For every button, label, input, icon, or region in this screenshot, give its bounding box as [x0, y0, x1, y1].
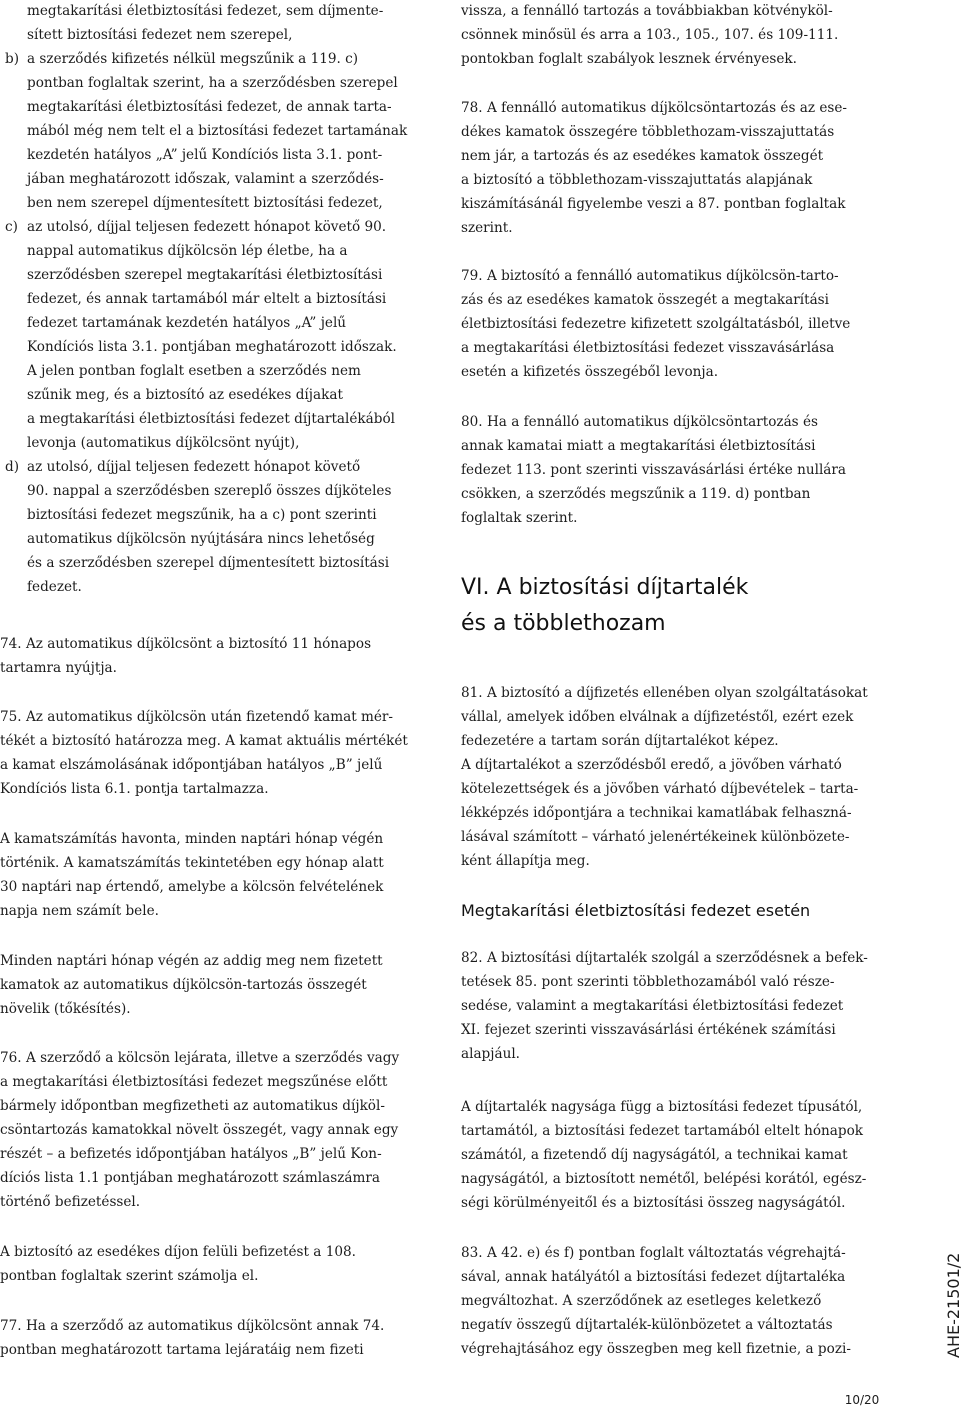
text-line: az utolsó, díjjal teljesen fedezett hónapot követő — [27, 459, 361, 475]
text-line: foglaltak szerint. — [461, 510, 578, 526]
text-line: számától, a fizetendő díj nagyságától, a technikai kamat — [461, 1147, 848, 1163]
text-line: ben nem szerepel díjmentesített biztosítási fedezet, — [27, 195, 383, 211]
text-line: megtakarítási életbiztosítási fedezet, sem díjmente- — [27, 3, 384, 19]
text-line: dékes kamatok összegére többlethozam-visszajuttatás — [461, 124, 835, 140]
text-line: díciós lista 1.1 pontjában meghatározott számlaszámra — [0, 1170, 380, 1186]
text-line: nappal automatikus díjkölcsön lép életbe, ha a — [27, 243, 348, 259]
text-line: 79. A biztosító a fennálló automatikus díjkölcsön-tarto- — [461, 268, 839, 284]
text-line: a kamat elszámolásának időpontjában hatályos „B” jelű — [0, 757, 383, 773]
text-line: Kondíciós lista 6.1. pontja tartalmazza. — [0, 781, 269, 797]
text-line: A díjtartalékot a szerződésből eredő, a jövőben várható — [461, 757, 842, 773]
text-line: 74. Az automatikus díjkölcsönt a biztosító 11 hónapos — [0, 636, 372, 652]
text-line: mából még nem telt el a biztosítási fedezet tartamának — [27, 123, 408, 139]
text-line: szerződésben szerepel megtakarítási életbiztosítási — [27, 267, 383, 283]
text-line: szűnik meg, és a biztosító az esedékes díjakat — [27, 387, 343, 403]
text-line: pontokban foglalt szabályok lesznek érvényesek. — [461, 51, 797, 67]
text-line: kamatok az automatikus díjkölcsön-tartozás összegét — [0, 977, 367, 993]
text-line: 30 naptári nap értendő, amelybe a kölcsön felvételének — [0, 879, 384, 895]
text-line: 83. A 42. e) és f) pontban foglalt változtatás végrehajtá- — [461, 1245, 846, 1261]
text-line: annak kamatai miatt a megtakarítási életbiztosítási — [461, 438, 816, 454]
text-line: a megtakarítási életbiztosítási fedezet megszűnése előtt — [0, 1074, 388, 1090]
text-line: nagyságától, a biztosított nemétől, belépési korától, egész- — [461, 1171, 867, 1187]
text-line: 78. A fennálló automatikus díjkölcsöntartozás és az ese- — [461, 100, 847, 116]
text-line: történő befizetéssel. — [0, 1194, 141, 1210]
text-line: ségi körülményeitől és a biztosítási összeg nagyságától. — [461, 1195, 846, 1211]
text-line: zás és az esedékes kamatok összegét a megtakarítási — [461, 292, 830, 308]
text-line: lékképzés időpontjára a technikai kamatlábak felhaszná- — [461, 805, 852, 821]
text-line: életbiztosítási fedezetre kifizetett szolgáltatásból, illetve — [461, 316, 851, 332]
text-line: pontban foglaltak szerint számolja el. — [0, 1268, 259, 1284]
text-line: 80. Ha a fennálló automatikus díjkölcsöntartozás és — [461, 414, 818, 430]
text-line: A kamatszámítás havonta, minden naptári hónap végén — [0, 831, 384, 847]
text-line: alapjául. — [461, 1046, 521, 1062]
text-line: történik. A kamatszámítás tekintetében egy hónap alatt — [0, 855, 384, 871]
text-line: levonja (automatikus díjkölcsönt nyújt), — [27, 435, 300, 451]
text-line: csönnek minősül és arra a 103., 105., 107. és 109-111. — [461, 27, 839, 43]
text-line: fedezet tartamának kezdetén hatályos „A” jelű — [27, 315, 347, 331]
text-line: nem jár, a tartozás és az esedékes kamatok összegét — [461, 148, 824, 164]
text-line: fedezet 113. pont szerinti visszavásárlási értéke nullára — [461, 462, 847, 478]
section-heading: VI. A biztosítási díjtartalék — [461, 575, 749, 600]
list-label: d) — [5, 459, 20, 475]
text-line: bármely időpontban megfizetheti az automatikus díjköl- — [0, 1098, 385, 1114]
text-line: sedése, valamint a megtakarítási életbiztosítási fedezet — [461, 998, 844, 1014]
text-line: 75. Az automatikus díjkölcsön után fizetendő kamat mér- — [0, 709, 394, 725]
text-line: Minden naptári hónap végén az addig meg nem fizetett — [0, 953, 383, 969]
text-line: ként állapítja meg. — [461, 853, 590, 869]
text-line: biztosítási fedezet megszűnik, ha a c) pont szerinti — [27, 507, 377, 523]
text-line: automatikus díjkölcsön nyújtására nincs lehetőség — [27, 531, 375, 547]
text-line: a biztosító a többlethozam-visszajuttatás alapjának — [461, 172, 813, 188]
subheading: Megtakarítási életbiztosítási fedezet esetén — [461, 901, 811, 920]
text-line: szerint. — [461, 220, 513, 236]
text-line: 76. A szerződő a kölcsön lejárata, illetve a szerződés vagy — [0, 1050, 400, 1066]
text-line: a megtakarítási életbiztosítási fedezet díjtartalékából — [27, 411, 396, 427]
text-line: negatív összegű díjtartalék-különbözetet a változtatás — [461, 1317, 833, 1333]
text-line: a szerződés kifizetés nélkül megszűnik a 119. c) — [27, 51, 359, 67]
text-line: az utolsó, díjjal teljesen fedezett hónapot követő 90. — [27, 219, 387, 235]
text-line: megtakarítási életbiztosítási fedezet, de annak tarta- — [27, 99, 392, 115]
list-label: b) — [5, 51, 20, 67]
text-line: és a szerződésben szerepel díjmentesített biztosítási — [27, 555, 390, 571]
text-line: végrehajtásához egy összegben meg kell fizetnie, a pozi- — [461, 1341, 851, 1357]
text-line: esetén a kifizetés összegéből levonja. — [461, 364, 719, 380]
text-line: Kondíciós lista 3.1. pontjában meghatározott időszak. — [27, 339, 397, 355]
text-line: csökken, a szerződés megszűnik a 119. d) pontban — [461, 486, 811, 502]
text-line: A díjtartalék nagysága függ a biztosítási fedezet típusától, — [461, 1099, 863, 1115]
text-line: tartamra nyújtja. — [0, 660, 117, 676]
text-line: sített biztosítási fedezet nem szerepel, — [27, 27, 293, 43]
text-line: A jelen pontban foglalt esetben a szerződés nem — [27, 363, 361, 379]
page-number: 10/20 — [844, 1393, 880, 1407]
text-line: a megtakarítási életbiztosítási fedezet visszavásárlása — [461, 340, 835, 356]
document-code: AHE-21501/2 — [944, 1252, 963, 1358]
text-line: 81. A biztosító a díjfizetés ellenében olyan szolgáltatásokat — [461, 685, 868, 701]
text-line: napja nem számít bele. — [0, 903, 159, 919]
text-line: növelik (tőkésítés). — [0, 1001, 131, 1017]
text-line: tartamától, a biztosítási fedezet tartamából eltelt hónapok — [461, 1123, 864, 1139]
text-line: kötelezettségek és a jövőben várható díjbevételek – tarta- — [461, 781, 859, 797]
text-line: pontban meghatározott tartama lejáratáig nem fizeti — [0, 1342, 364, 1358]
text-line: lásával számított – várható jelenértékeinek különbözete- — [461, 829, 850, 845]
text-line: fedezet, és annak tartamából már eltelt a biztosítási — [27, 291, 387, 307]
text-line: fedezetére a tartam során díjtartalékot képez. — [461, 733, 779, 749]
text-line: sával, annak hatályától a biztosítási fedezet díjtartaléka — [461, 1269, 846, 1285]
text-line: vissza, a fennálló tartozás a továbbiakban kötvényköl- — [461, 3, 833, 19]
text-line: 90. nappal a szerződésben szereplő összes díjköteles — [27, 483, 392, 499]
text-line: fedezet. — [27, 579, 82, 595]
text-line: A biztosító az esedékes díjon felüli befizetést a 108. — [0, 1244, 356, 1260]
text-line: XI. fejezet szerinti visszavásárlási értékének számítási — [461, 1022, 836, 1038]
text-line: jában meghatározott időszak, valamint a szerződés- — [27, 171, 384, 187]
text-line: megváltozhat. A szerződőnek az esetleges keletkező — [461, 1293, 822, 1309]
list-label: c) — [5, 219, 18, 235]
text-line: vállal, amelyek időben elválnak a díjfizetéstől, ezért ezek — [461, 709, 854, 725]
section-heading: és a többlethozam — [461, 611, 666, 636]
text-line: csöntartozás kamatokkal növelt összegét, vagy annak egy — [0, 1122, 399, 1138]
text-line: 77. Ha a szerződő az automatikus díjkölcsönt annak 74. — [0, 1318, 385, 1334]
text-line: kiszámításánál figyelembe veszi a 87. pontban foglaltak — [461, 196, 846, 212]
text-line: tékét a biztosító határozza meg. A kamat aktuális mértékét — [0, 733, 408, 749]
text-line: kezdetén hatályos „A” jelű Kondíciós lista 3.1. pont- — [27, 147, 383, 163]
text-line: tetések 85. pont szerinti többlethozamából való része- — [461, 974, 835, 990]
text-line: pontban foglaltak szerint, ha a szerződésben szerepel — [27, 75, 398, 91]
text-line: 82. A biztosítási díjtartalék szolgál a szerződésnek a befek- — [461, 950, 868, 966]
text-line: részét – a befizetés időpontjában hatályos „B” jelű Kon- — [0, 1146, 382, 1162]
